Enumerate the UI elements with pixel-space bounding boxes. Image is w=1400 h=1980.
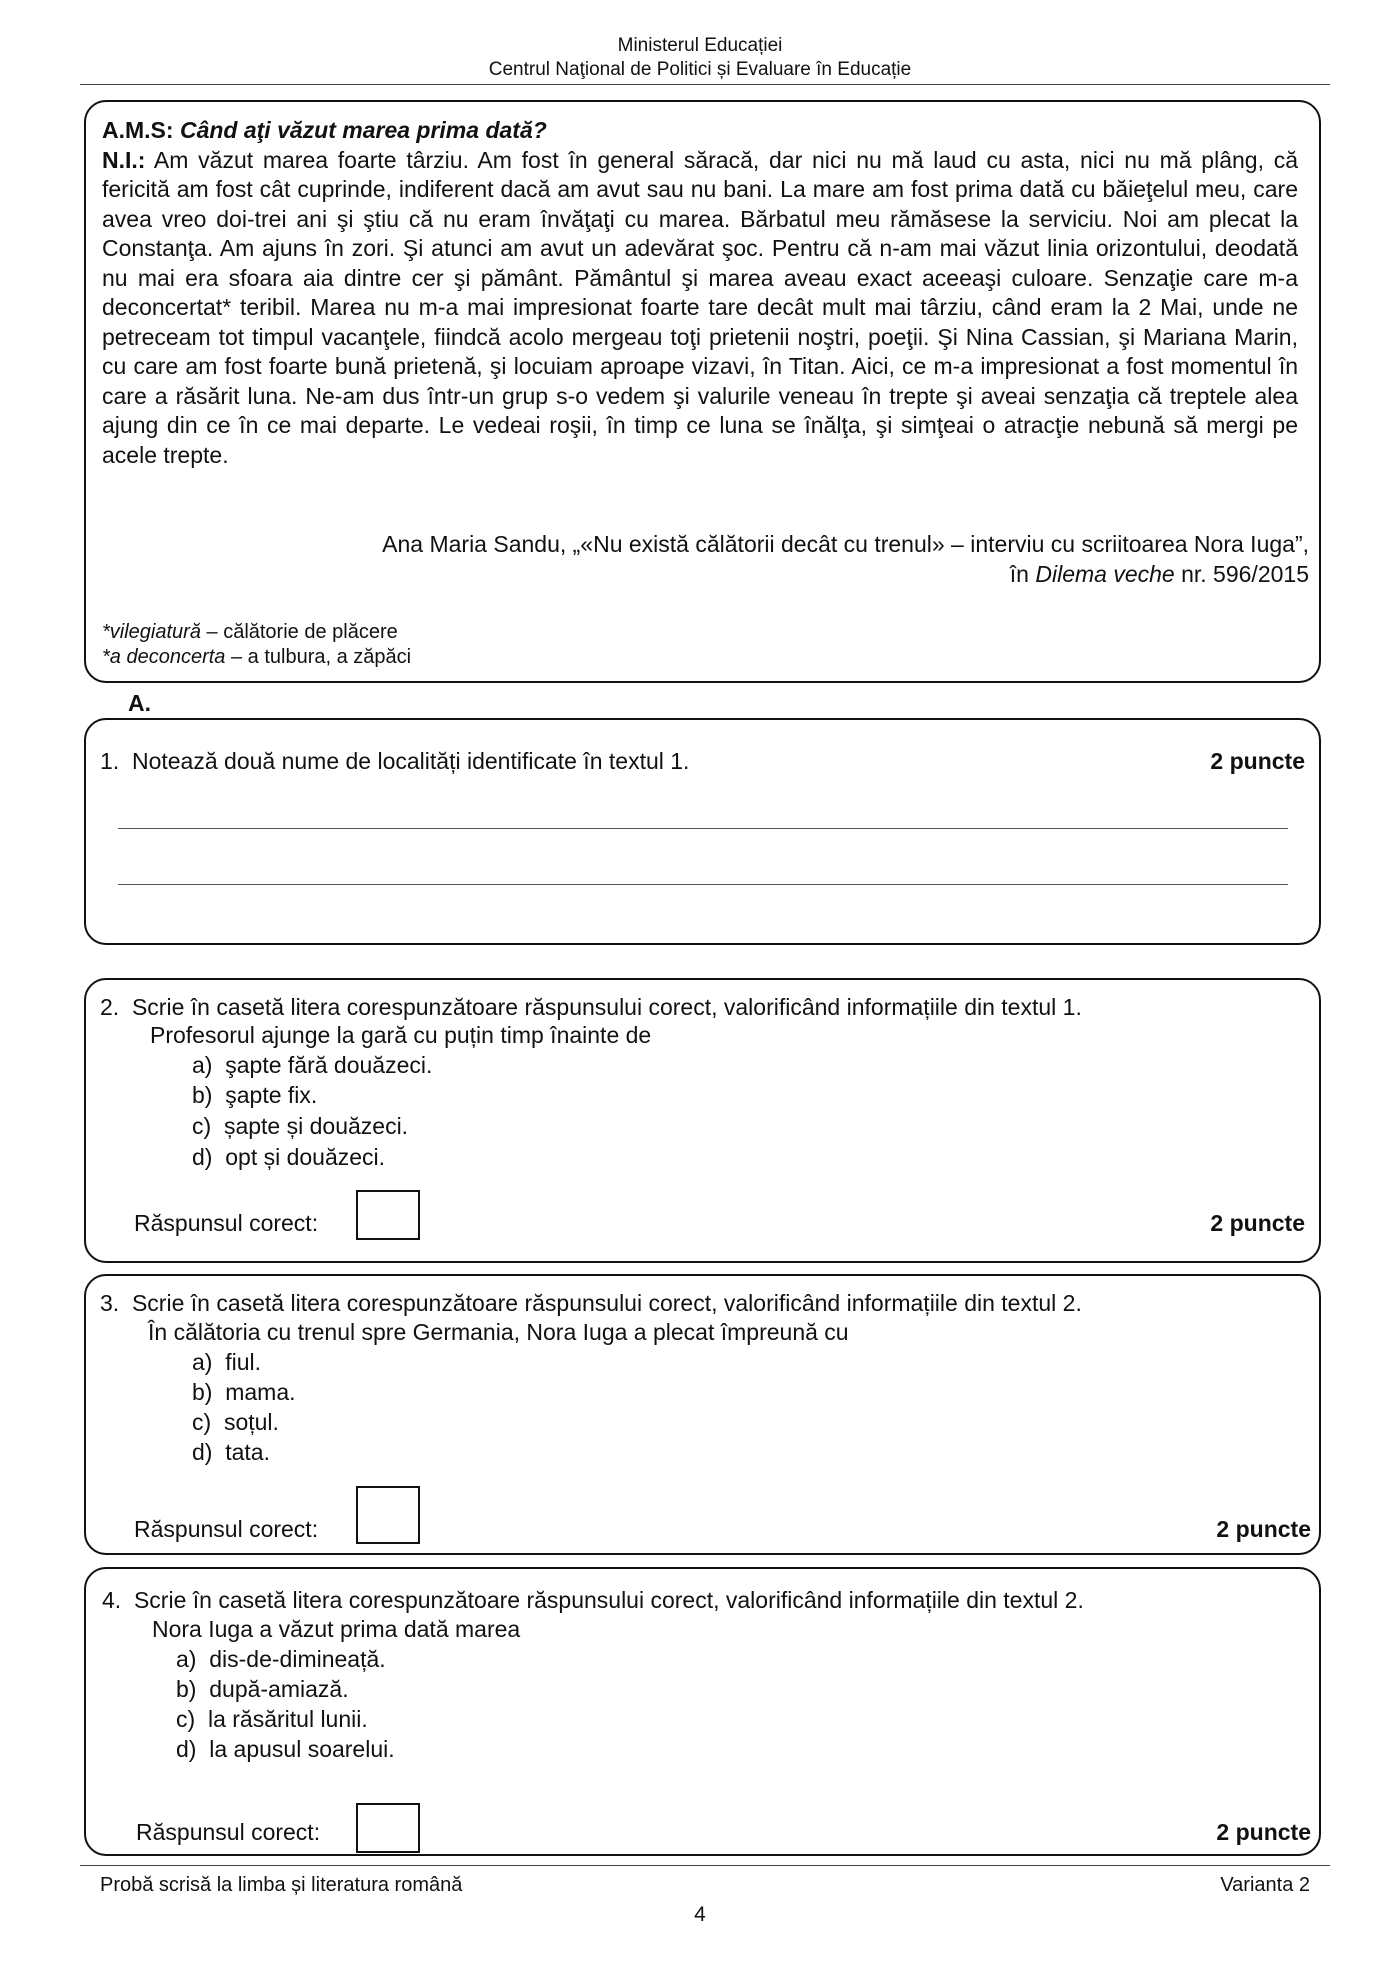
answer-line-2[interactable] xyxy=(118,884,1288,885)
option-a[interactable] xyxy=(192,1050,432,1080)
answer-line-1[interactable] xyxy=(118,828,1288,829)
question-4-prompt xyxy=(102,1585,1084,1615)
question-4-box xyxy=(84,1567,1321,1856)
question-2-prompt xyxy=(100,992,1082,1022)
option-letter: c) xyxy=(192,1113,212,1139)
question-1-prompt xyxy=(100,746,689,776)
source-line-1: Ana Maria Sandu, „«Nu există călătorii decât cu trenul» – interviu cu scriitoarea Nora Iuga”, xyxy=(382,531,1309,557)
option-text: soțul. xyxy=(223,1409,279,1435)
question-number: 2. xyxy=(100,994,120,1020)
text-excerpt-box xyxy=(84,100,1321,683)
question-4-stem: Nora Iuga a văzut prima dată marea xyxy=(152,1616,521,1642)
question-3-box xyxy=(84,1274,1321,1555)
page-number: 4 xyxy=(694,1903,706,1926)
option-text: la apusul soarelui. xyxy=(209,1736,395,1762)
option-letter: b) xyxy=(176,1676,197,1702)
option-text: şapte fără douăzeci. xyxy=(225,1052,433,1078)
option-letter: d) xyxy=(176,1736,197,1762)
question-4-answer-box[interactable] xyxy=(356,1803,420,1853)
option-text: şapte fix. xyxy=(225,1082,318,1108)
question-3-stem: În călătoria cu trenul spre Germania, Nora Iuga a plecat împreună cu xyxy=(148,1319,849,1345)
option-letter: c) xyxy=(176,1706,196,1732)
header-ministry: Ministerul Educației xyxy=(617,35,783,56)
option-letter: a) xyxy=(192,1349,213,1375)
option-a[interactable] xyxy=(192,1347,261,1377)
option-a[interactable] xyxy=(176,1644,386,1674)
source-line-2-prefix: în xyxy=(1009,560,1036,587)
question-3-prompt xyxy=(100,1288,1082,1318)
option-text: la răsăritul lunii. xyxy=(207,1706,368,1732)
question-number: 1. xyxy=(100,748,120,774)
question-number: 3. xyxy=(100,1290,120,1316)
question-text: Notează două nume de localități identificate în textul 1. xyxy=(131,748,690,774)
option-letter: c) xyxy=(192,1409,212,1435)
option-d[interactable] xyxy=(176,1734,395,1764)
answer-label: N.I.: xyxy=(102,146,146,173)
question-text: Scrie în casetă litera corespunzătoare răspunsului corect, valorificând informațiile din textul 1. xyxy=(131,994,1082,1020)
footnote-definition: – a tulbura, a zăpăci xyxy=(225,646,412,668)
footnote-term: *a deconcerta xyxy=(102,646,226,668)
source-citation xyxy=(382,530,1309,589)
footer-variant: Varianta 2 xyxy=(1220,1874,1310,1896)
option-b[interactable] xyxy=(176,1674,349,1704)
question-number: 4. xyxy=(102,1587,122,1613)
option-b[interactable] xyxy=(192,1377,296,1407)
option-text: dis-de-dimineață. xyxy=(209,1646,386,1672)
option-text: după-amiază. xyxy=(209,1676,349,1702)
source-publication: Dilema veche xyxy=(1035,560,1175,587)
question-text: Scrie în casetă litera corespunzătoare răspunsului corect, valorificând informațiile din textul 2. xyxy=(133,1587,1084,1613)
question-3-points: 2 puncte xyxy=(1216,1516,1311,1542)
question-4-answer-label: Răspunsul corect: xyxy=(136,1819,321,1845)
question-label: A.M.S: xyxy=(102,117,174,143)
option-letter: b) xyxy=(192,1082,213,1108)
option-letter: d) xyxy=(192,1439,213,1465)
question-2-points: 2 puncte xyxy=(1210,1210,1305,1236)
footnote-vilegiatura xyxy=(102,620,411,645)
question-1-box xyxy=(84,718,1321,945)
option-c[interactable] xyxy=(176,1704,368,1734)
option-letter: a) xyxy=(192,1052,213,1078)
option-text: opt și douăzeci. xyxy=(225,1144,386,1170)
header-divider xyxy=(80,84,1330,85)
question-2-answer-box[interactable] xyxy=(356,1190,420,1240)
option-text: șapte și douăzeci. xyxy=(223,1113,409,1139)
option-text: fiul. xyxy=(225,1349,262,1375)
option-text: mama. xyxy=(225,1379,296,1405)
source-issue: nr. 596/2015 xyxy=(1174,560,1309,587)
footnote-definition: – călătorie de plăcere xyxy=(200,621,398,643)
option-b[interactable] xyxy=(192,1080,317,1110)
option-d[interactable] xyxy=(192,1142,385,1172)
interview-answer: Am văzut marea foarte târziu. Am fost în general săracă, dar nici nu mă laud cu asta, nici nu mă plâng, că fericită am fost cât cuprinde, indiferent dacă am avut sau nu bani. La mare am fost prima dată cu băieţelul meu, care avea vreo doi-trei ani şi ştiu că nu eram învăţaţi cu marea. Bărbatul meu rămăsese la serviciu. Noi am plecat la Constanţa. Am ajuns în zori. Şi atunci am avut un adevărat şoc. Pentru că n-am mai văzut linia orizontului, deodată nu mai era sfoara aia dintre cer şi pământ. Pământul şi marea aveau exact aceeaşi culoare. Senzaţie care m-a deconcertat* teribil. Marea nu m-a mai impresionat foarte tare decât mult mai târziu, când eram la 2 Mai, unde ne petreceam tot timpul vacanţele, fiindcă acolo mergeau toţi prietenii noştri, poeţii. Şi Nina Cassian, şi Mariana Marin, cu care am fost foarte bună prietenă, şi locuiam aproape vizavi, în Titan. Aici, ce m-a impresionat a fost momentul în care a răsărit luna. Ne-am dus într-un grup s-o vedem şi valurile veneau în trepte şi aveai senzaţia că treptele alea ajung din ce în ce mai departe. Le vedeai roşii, în timp ce luna se înălţa, şi simţeai o atracţie nebună să mergi pe acele trepte. xyxy=(102,146,1298,468)
footer-divider xyxy=(80,1865,1330,1866)
option-letter: a) xyxy=(176,1646,197,1672)
footnote-term: *vilegiatură xyxy=(102,621,201,643)
header-center: Centrul Naţional de Politici și Evaluare în Educație xyxy=(488,59,912,80)
option-c[interactable] xyxy=(192,1407,279,1437)
footnote-deconcerta xyxy=(102,645,411,670)
option-d[interactable] xyxy=(192,1437,270,1467)
question-4-points: 2 puncte xyxy=(1216,1819,1311,1845)
question-1-points: 2 puncte xyxy=(1210,748,1305,774)
question-3-answer-box[interactable] xyxy=(356,1486,420,1544)
interview-question: Când aţi văzut marea prima dată? xyxy=(179,117,547,143)
option-letter: d) xyxy=(192,1144,213,1170)
question-3-answer-label: Răspunsul corect: xyxy=(134,1516,319,1542)
question-text: Scrie în casetă litera corespunzătoare răspunsului corect, valorificând informațiile din textul 2. xyxy=(131,1290,1082,1316)
footnotes xyxy=(102,620,411,670)
option-letter: b) xyxy=(192,1379,213,1405)
interview-text xyxy=(102,116,1298,470)
option-text: tata. xyxy=(225,1439,270,1465)
footer-exam-title: Probă scrisă la limba și literatura română xyxy=(100,1874,463,1896)
option-c[interactable] xyxy=(192,1111,408,1141)
question-2-answer-label: Răspunsul corect: xyxy=(134,1210,319,1236)
question-2-stem: Profesorul ajunge la gară cu puțin timp înainte de xyxy=(150,1022,652,1048)
section-label: A. xyxy=(128,690,151,716)
question-2-box xyxy=(84,978,1321,1263)
